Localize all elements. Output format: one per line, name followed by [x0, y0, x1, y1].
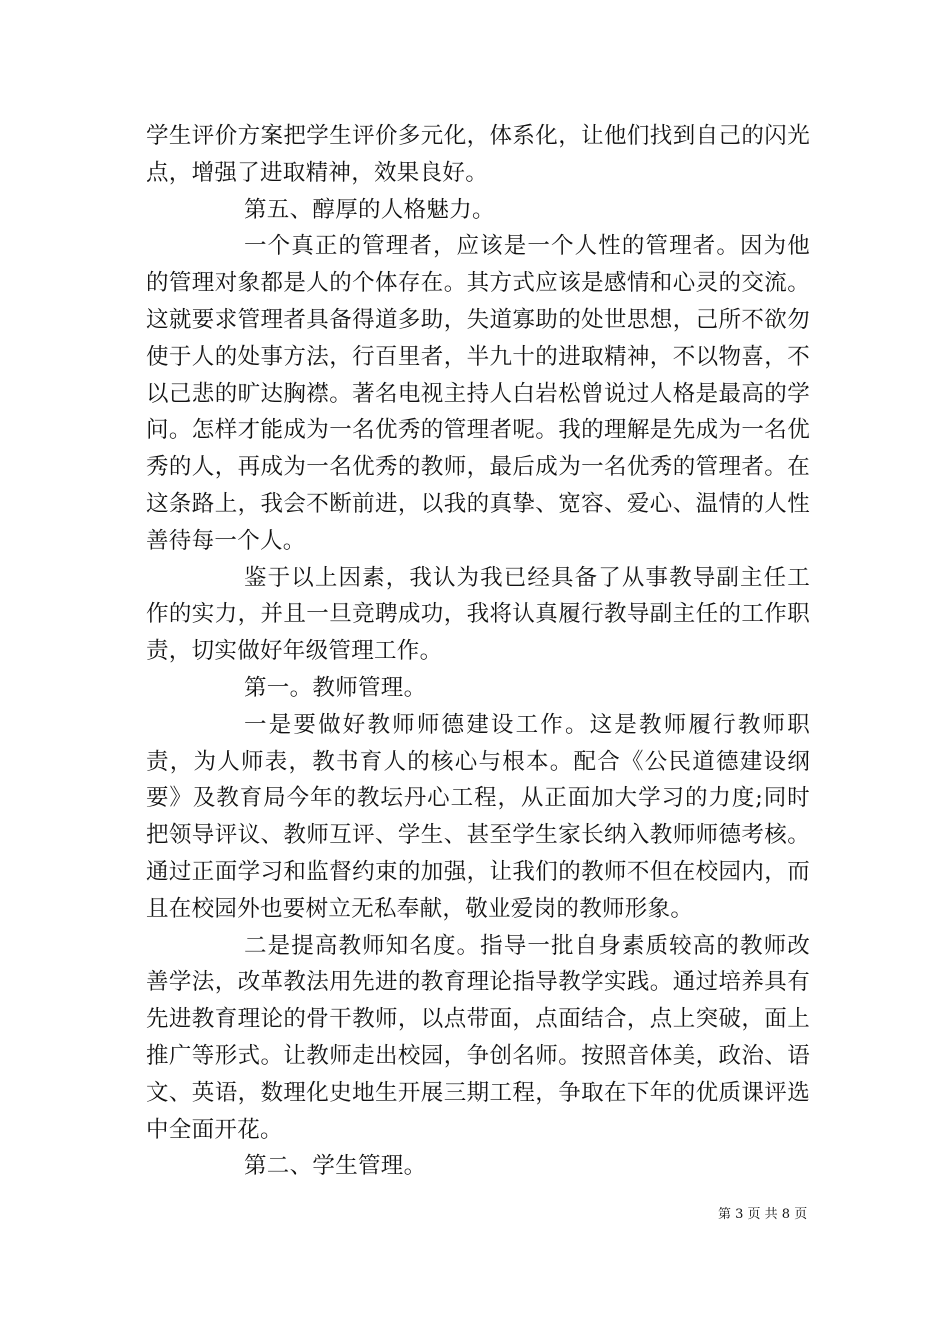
heading-student-management: 第二、学生管理。 [244, 1153, 427, 1180]
paragraph-5: 二是提高教师知名度。指导一批自身素质较高的教师改善学法，改革教法用先进的教育理论指导教学实践。通过培养具有先进教育理论的骨干教师，以点带面，点面结合，点上突破，面上推广等形式。让教师走出校园，争创名师。按照音体美，政治、语文、英语，数理化史地生开展三期工程，争取在下年的优质课评选中全面开花。 [146, 932, 810, 1143]
paragraph-1: 学生评价方案把学生评价多元化，体系化，让他们找到自己的闪光点，增强了进取精神，效果良好。 [146, 123, 810, 186]
paragraph-3: 鉴于以上因素，我认为我已经具备了从事教导副主任工作的实力，并且一旦竞聘成功，我将认真履行教导副主任的工作职责，切实做好年级管理工作。 [146, 564, 810, 665]
document-body [146, 118, 810, 1185]
page-number: 第 3 页 共 8 页 [718, 1207, 808, 1222]
heading-teacher-management: 第一。教师管理。 [244, 674, 427, 701]
paragraph-4: 一是要做好教师师德建设工作。这是教师履行教师职责，为人师表，教书育人的核心与根本。配合《公民道德建设纲要》及教育局今年的教坛丹心工程，从正面加大学习的力度;同时把领导评议、教师互评、学生、甚至学生家长纳入教师师德考核。通过正面学习和监督约束的加强，让我们的教师不但在校园内，而且在校园外也要树立无私奉献，敬业爱岗的教师形象。 [146, 711, 810, 922]
heading-section-5: 第五、醇厚的人格魅力。 [244, 196, 495, 223]
paragraph-2: 一个真正的管理者，应该是一个人性的管理者。因为他的管理对象都是人的个体存在。其方式应该是感情和心灵的交流。这就要求管理者具备得道多助，失道寡助的处世思想，己所不欲勿使于人的处事方法，行百里者，半九十的进取精神，不以物喜，不以己悲的旷达胸襟。著名电视主持人白岩松曾说过人格是最高的学问。怎样才能成为一名优秀的管理者呢。我的理解是先成为一名优秀的人，再成为一名优秀的教师，最后成为一名优秀的管理者。在这条路上，我会不断前进，以我的真挚、宽容、爱心、温情的人性善待每一个人。 [146, 233, 810, 554]
